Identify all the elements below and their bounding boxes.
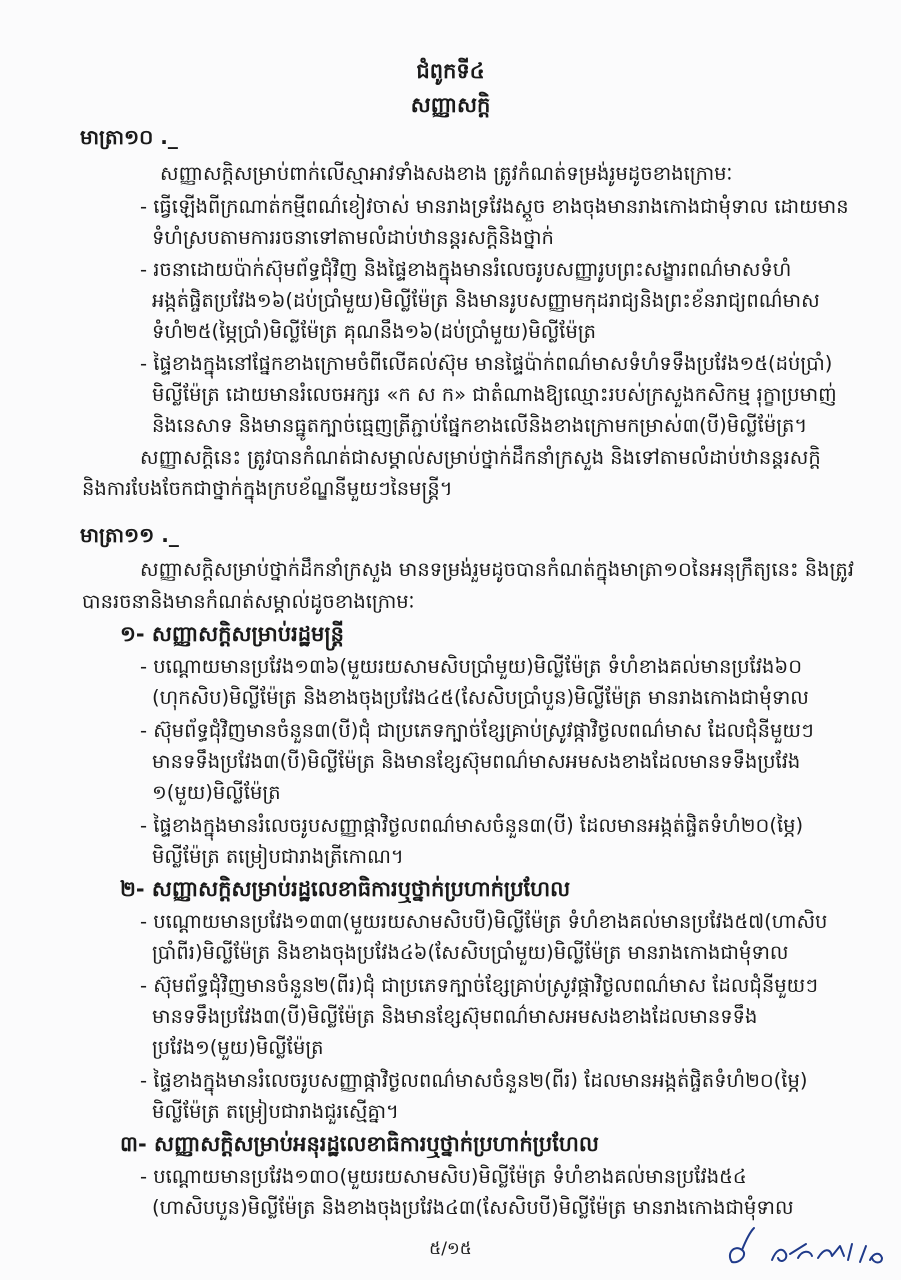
article-11-intro-line-2: បានរចនានិងមានកំណត់សម្គាល់ដូចខាងក្រោមៈ [82,590,415,613]
chapter-number: ជំពូកទី៤ [416,59,485,83]
section-1-bullet-2-line-3: ១(មួយ)មិល្លីម៉ែត្រ [152,781,281,804]
section-2-bullet-1-line-1: - បណ្តោយមានប្រវែង១៣៣(មួយរយសាមសិបបី)មិល្លីម៉ែត្រ ទំហំខាងគល់មានប្រវែង៥៧(ហាសិប [140,910,828,933]
article-10-heading: មាត្រា១០ ._ [80,125,178,149]
section-2-title: ២- សញ្ញាសក្តិសម្រាប់រដ្ឋលេខាធិការឬថ្នាក់ប្រហាក់ប្រហែល [120,877,571,901]
section-1-title: ១- សញ្ញាសក្តិសម្រាប់រដ្ឋមន្ត្រី [120,622,344,646]
section-2-bullet-1-line-2: ប្រាំពីរ)មិល្លីម៉ែត្រ និងខាងចុងប្រវែង៤៦(សែសិបប្រាំមួយ)មិល្លីម៉ែត្រ មានរាងកោងជាមុំទាល [152,941,789,964]
article-10-bullet-2-line-3: ទំហំ២៥(ម្ភៃប្រាំ)មិល្លីម៉ែត្រ គុណនឹង១៦(ដប់ប្រាំមួយ)មិល្លីម៉ែត្រ [152,320,597,343]
article-10-bullet-1-line-1: - ធ្វើឡើងពីក្រណាត់កម្មីពណ៌ខៀវចាស់ មានរាងទ្រវែងស្តួច ខាងចុងមានរាងកោងជាមុំទាល ដោយមាន [140,195,849,218]
section-2-bullet-3-line-2: មិល្លីម៉ែត្រ តម្រៀបជារាងជួរស្មើគ្នា។ [152,1100,399,1123]
section-2-bullet-3-line-1: - ផ្ទៃខាងក្នុងមានរំលេចរូបសញ្ញាផ្កាវិថ្ងលពណ៌មាសចំនួន២(ពីរ) ដែលមានអង្កត់ផ្ចិតទំហំ២០(ម្ភៃ) [140,1069,808,1092]
section-1-bullet-3-line-2: មិល្លីម៉ែត្រ តម្រៀបជារាងត្រីកោណ។ [152,845,404,868]
article-10-closing-line-1: សញ្ញាសក្តិនេះ ត្រូវបានកំណត់ជាសម្គាល់សម្រាប់ថ្នាក់ដឹកនាំក្រសួង និងទៅតាមលំដាប់ឋានន្តរសក្តិ [140,446,821,469]
article-10-bullet-2-line-2: អង្កត់ផ្ចិតប្រវែង១៦(ដប់ប្រាំមួយ)មិល្លីម៉ែត្រ និងមានរូបសញ្ញាមកុដរាជ្យនិងព្រះខ័នរាជ្យពណ៌មាស [152,289,820,312]
section-2-bullet-2-line-3: ប្រវែង១(មួយ)មិល្លីម៉ែត្រ [152,1036,324,1059]
section-3-title: ៣- សញ្ញាសក្តិសម្រាប់អនុរដ្ឋលេខាធិការឬថ្នាក់ប្រហាក់ប្រហែល [120,1132,599,1156]
article-10-bullet-3-line-1: - ផ្ទៃខាងក្នុងនៅផ្នែកខាងក្រោមចំពីលើគល់ស៊ុម មានផ្ទៃប៉ាក់ពណ៌មាសទំហំទទឹងប្រវែង១៥(ដប់ប្រាំ) [140,352,833,375]
article-10-bullet-3-line-3: និងនេសាទ និងមានធ្នូតក្បាច់ធ្មេញត្រីភ្ជាប់ផ្នែកខាងលើនិងខាងក្រោមកម្រាស់៣(បី)មិល្លីម៉ែត្រ។ [152,414,808,437]
section-1-bullet-2-line-2: មានទទឹងប្រវែង៣(បី)មិល្លីម៉ែត្រ និងមានខ្សែស៊ុមពណ៌មាសអមសងខាងដែលមានទទឹងប្រវែង [152,750,801,773]
article-11-heading: មាត្រា១១ ._ [80,523,179,547]
article-11-intro-line-1: សញ្ញាសក្តិសម្រាប់ថ្នាក់ដឹកនាំក្រសួង មានទម្រង់រួមដូចបានកំណត់ក្នុងមាត្រា១០នៃអនុក្រឹត្យនេះ និងត្រូវ [140,558,854,581]
article-10-bullet-3-line-2: មិល្លីម៉ែត្រ ដោយមានរំលេចអក្សរ «ក ស ក» ជាតំណាងឱ្យឈ្មោះរបស់ក្រសួងកសិកម្ម រុក្ខាប្រមាញ់ [152,383,837,406]
section-2-bullet-2-line-1: - ស៊ុមព័ទ្ធជុំវិញមានចំនួន២(ពីរ)ជុំ ជាប្រភេទក្បាច់ខ្សែគ្រាប់ស្រូវផ្កាវិថ្ងលពណ៌មាស ដែលជុំនីមួយៗ [140,974,819,997]
article-10-bullet-1-line-2: ទំហំស្របតាមការរចនាទៅតាមលំដាប់ឋានន្តរសក្តិនិងថ្នាក់ [152,226,554,249]
article-10-bullet-2-line-1: - រចនាដោយប៉ាក់ស៊ុមព័ទ្ធជុំវិញ និងផ្ទៃខាងក្នុងមានរំលេចរូបសញ្ញារូបព្រះសង្ខារពណ៌មាសទំហំ [140,258,792,281]
section-1-bullet-1-line-2: (ហុកសិប)មិល្លីម៉ែត្រ និងខាងចុងប្រវែង៤៥(សែសិបប្រាំបួន)មិល្លីម៉ែត្រ មានរាងកោងជាមុំទាល [152,686,809,709]
article-10-closing-line-2: និងការបែងចែកជាថ្នាក់ក្នុងក្របខ័ណ្ឌនីមួយៗនៃមន្ត្រី។ [82,477,453,500]
section-1-bullet-1-line-1: - បណ្តោយមានប្រវែង១៣៦(មួយរយសាមសិបប្រាំមួយ)មិល្លីម៉ែត្រ ទំហំខាងគល់មានប្រវែង៦០ [140,655,803,678]
section-1-bullet-3-line-1: - ផ្ទៃខាងក្នុងមានរំលេចរូបសញ្ញាផ្កាវិថ្ងលពណ៌មាសចំនួន៣(បី) ដែលមានអង្កត់ផ្ចិតទំហំ២០(ម្ភៃ) [140,814,804,837]
section-1-bullet-2-line-1: - ស៊ុមព័ទ្ធជុំវិញមានចំនួន៣(បី)ជុំ ជាប្រភេទក្បាច់ខ្សែគ្រាប់ស្រូវផ្កាវិថ្ងលពណ៌មាស ដែលជុំនីមួយៗ [140,719,814,742]
chapter-title: សញ្ញាសក្តិ [410,93,491,117]
section-3-bullet-1-line-2: (ហាសិបបួន)មិល្លីម៉ែត្រ និងខាងចុងប្រវែង៤៣(សែសិបបី)មិល្លីម៉ែត្រ មានរាងកោងជាមុំទាល [152,1196,794,1219]
section-2-bullet-2-line-2: មានទទឹងប្រវែង៣(បី)មិល្លីម៉ែត្រ និងមានខ្សែស៊ុមពណ៌មាសអមសងខាងដែលមានទទឹង [152,1005,758,1028]
page-number: ៥/១៥ [429,1239,472,1259]
section-3-bullet-1-line-1: - បណ្តោយមានប្រវែង១៣០(មួយរយសាមសិប)មិល្លីម៉ែត្រ ទំហំខាងគល់មានប្រវែង៥៤ [140,1165,747,1188]
article-10-intro: សញ្ញាសក្តិសម្រាប់ពាក់លើស្មាអាវទាំងសងខាង ត្រូវកំណត់ទម្រង់រូមដូចខាងក្រោមៈ [160,162,733,185]
handwritten-initials [720,1224,890,1274]
